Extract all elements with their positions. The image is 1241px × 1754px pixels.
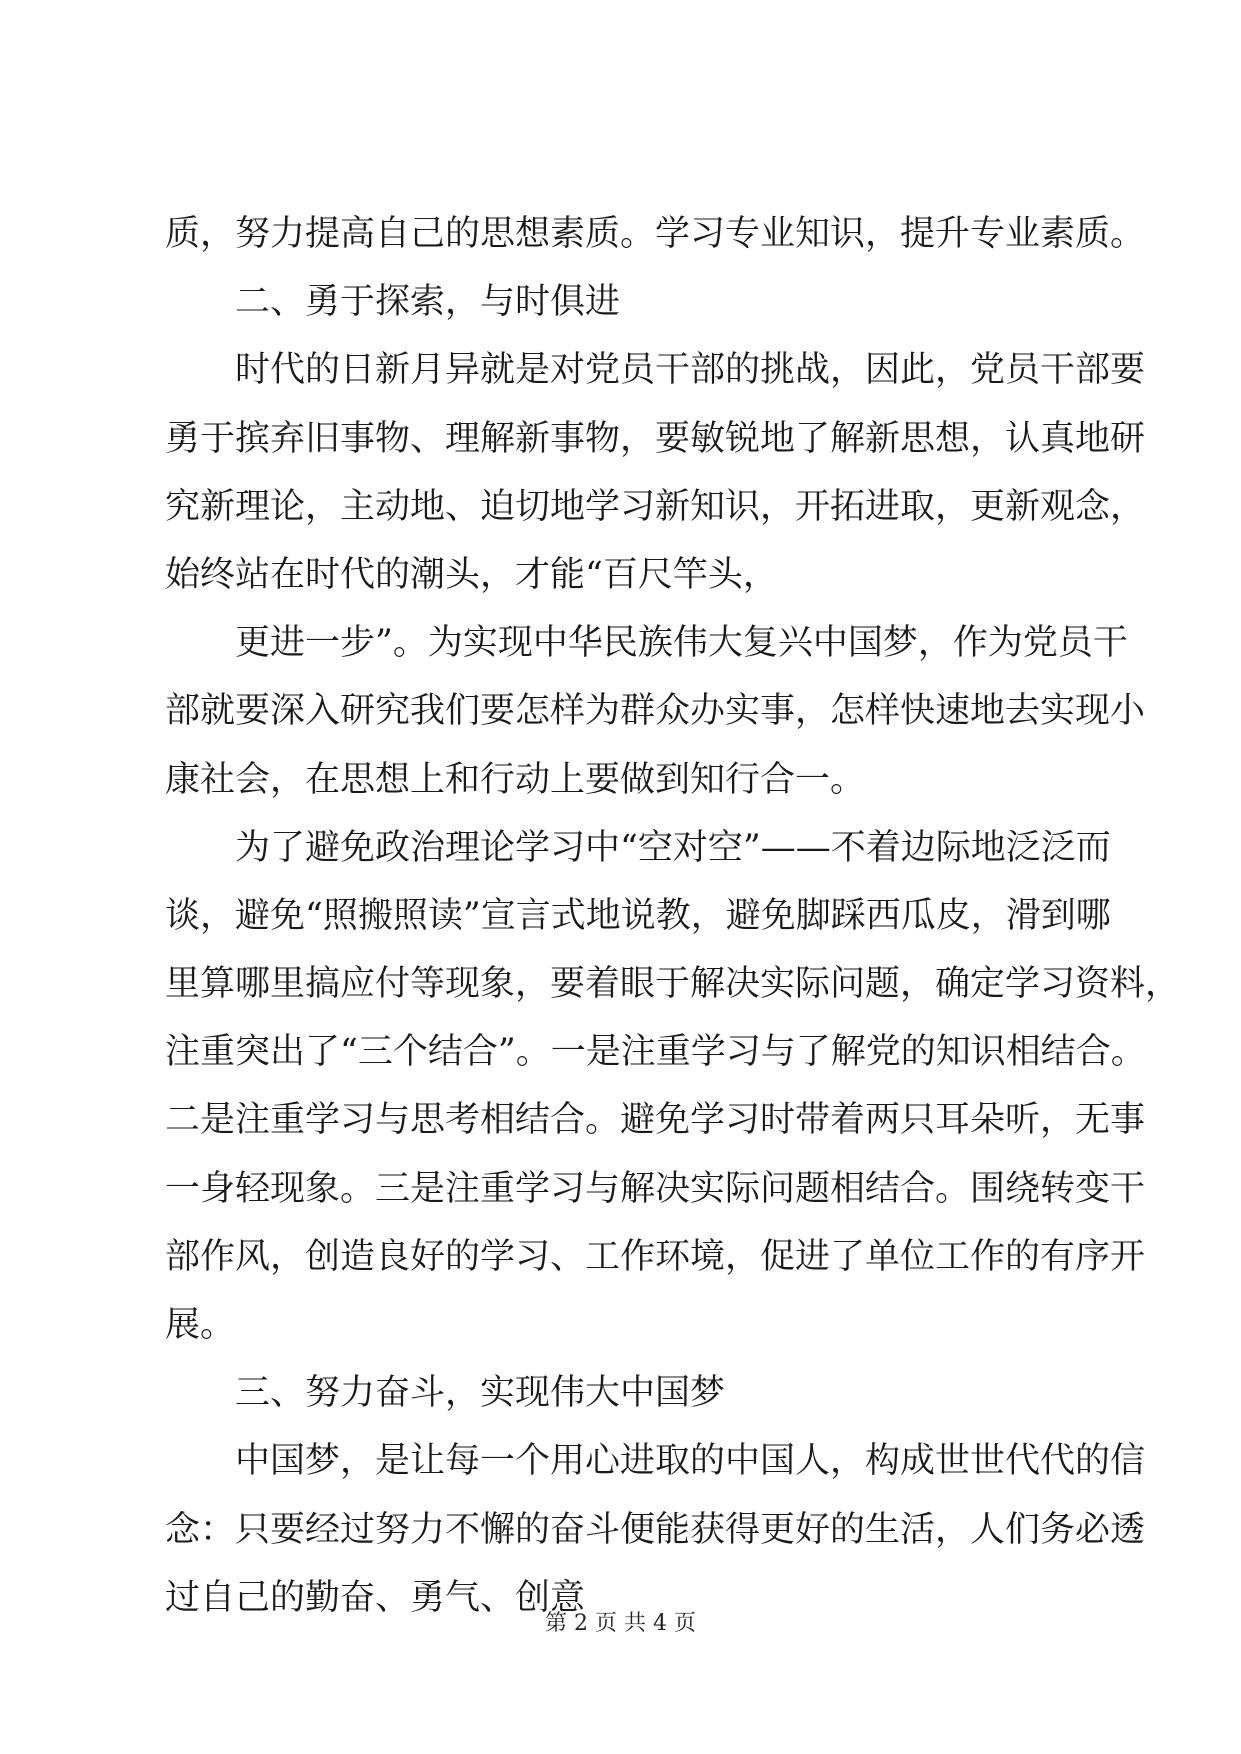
text-line: 中国梦，是让每一个用心进取的中国人，构成世世代代的信 <box>235 1441 1146 1482</box>
text-line: 一身轻现象。三是注重学习与解决实际问题相结合。围绕转变干 <box>165 1168 1146 1209</box>
text-line: 念：只要经过努力不懈的奋斗便能获得更好的生活，人们务必透 <box>165 1509 1146 1550</box>
text-line: 过自己的勤奋、勇气、创意 <box>165 1577 586 1618</box>
text-line: 注重突出了“三个结合”。一是注重学习与了解党的知识相结合。 <box>165 1032 1146 1073</box>
text-line: 里算哪里搞应付等现象，要着眼于解决实际问题，确定学习资料， <box>165 964 1181 1005</box>
text-line: 始终站在时代的潮头，才能“百尺竿头， <box>165 554 778 595</box>
page-number-footer: 第 2 页 共 4 页 <box>545 1611 696 1636</box>
text-line: 二是注重学习与思考相结合。避免学习时带着两只耳朵听，无事 <box>165 1100 1146 1141</box>
text-line: 康社会，在思想上和行动上要做到知行合一。 <box>165 759 866 800</box>
section-heading: 三、努力奋斗，实现伟大中国梦 <box>235 1373 726 1414</box>
text-line: 部就要深入研究我们要怎样为群众办实事，怎样快速地去实现小 <box>165 691 1146 732</box>
document-body <box>165 200 1181 1632</box>
text-line: 谈，避免“照搬照读”宣言式地说教，避免脚踩西瓜皮，滑到哪 <box>165 895 1111 936</box>
text-line: 勇于摈弃旧事物、理解新事物，要敏锐地了解新思想，认真地研 <box>165 418 1146 459</box>
text-line: 究新理论，主动地、迫切地学习新知识，开拓进取，更新观念， <box>165 486 1146 527</box>
text-line: 为了避免政治理论学习中“空对空”——不着边际地泛泛而 <box>235 827 1111 868</box>
text-line: 更进一步”。为实现中华民族伟大复兴中国梦，作为党员干 <box>235 623 1128 664</box>
text-line: 展。 <box>165 1305 236 1345</box>
text-line: 时代的日新月异就是对党员干部的挑战，因此，党员干部要 <box>235 350 1146 391</box>
text-line: 质，努力提高自己的思想素质。学习专业知识，提升专业素质。 <box>165 214 1146 254</box>
section-heading: 二、勇于探索，与时俱进 <box>235 282 621 323</box>
text-line: 部作风，创造良好的学习、工作环境，促进了单位工作的有序开 <box>165 1236 1146 1277</box>
